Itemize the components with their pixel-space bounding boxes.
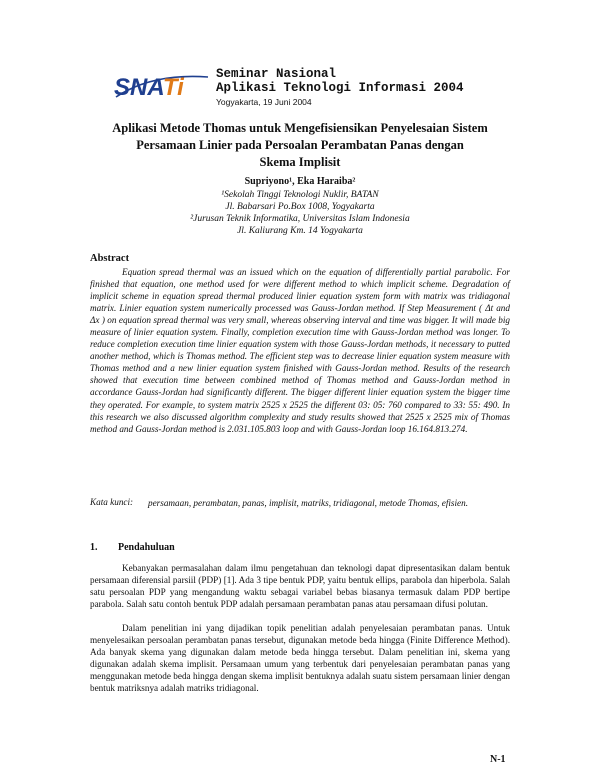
paragraph: Kebanyakan permasalahan dalam ilmu pengetahuan dan teknologi dapat dipresentasikan dalam bentuk persamaan diferensial parsiil (PDP) [1]. Ada 3 tipe bentuk PDP, yaitu bentuk ellips, parabola dan hiperbola. Salah satu persoalan PDP yang mengandung waktu sebagai variabel bebas biasanya termasuk dalam PDP bertipe parabola. Salah satu contoh bentuk PDP adalah persamaan perambatan panas atau persamaan difusi polutan.	[90, 563, 510, 610]
section-title: Pendahuluan	[118, 542, 175, 553]
affiliation-line: Jl. Babarsari Po.Box 1008, Yogyakarta	[225, 202, 375, 212]
paragraph: Dalam penelitian ini yang dijadikan topik penelitian adalah penyelesaian perambatan panas. Untuk menyelesaikan persoalan perambatan panas tersebut, digunakan metode beda hingga (Finite Difference Method). Ada banyak skema yang digunakan dalam metode beda hingga tersebut. Dalam penelitian ini, skema yang digunakan adalah skema implisit. Persamaan umum yang terbentuk dari penyelesaian perambatan panas yang menggunakan metode beda hingga dengan skema implisit bentuknya adalah suatu sistem persamaan linier dengan bentuk matriksnya adalah matriks tridiagonal.	[90, 623, 510, 694]
abstract-heading: Abstract	[90, 253, 130, 264]
affiliation-line: Jl. Kaliurang Km. 14 Yogyakarta	[237, 226, 363, 236]
title-line: Persamaan Linier pada Persoalan Perambatan Panas dengan	[136, 138, 464, 152]
section-heading	[90, 542, 175, 553]
keywords-text: persamaan, perambatan, panas, implisit, matriks, tridiagonal, metode Thomas, efisien.	[148, 498, 469, 508]
abstract-body: Equation spread thermal was an issued which on the equation of differentially partial parabolic. For finished that equation, one method used for were different method to which implicit scheme. Degradation of implicit scheme in equation spread thermal produced linier equation system form with matrix was tridiagonal matrix. Linier equation system numerically processed was Gauss-Jordan method. If Step Measurement ( Δt and Δx ) on equation spread thermal was very small, whereas observing interval and time was bigger. It will made big measure of linier equation system. Finally, completion execution time with Gauss-Jordan method was longer. To reduce completion execution time linier equation system with those Gauss-Jordan methods, it necessary to putted another method, which is Thomas method. The efficient step was to decrease linier equation system measure with Thomas method and a new linier equation system finished with Gauss-Jordan method. Results of the research showed that execution time between combined method of Thomas method and Gauss-Jordan method in accordance Gauss-Jordan had significantly different. The bigger different linier equation system the bigger time they operated. For example, to system matrix 2525 x 2525 the different 03: 05: 760 compared to 33: 55: 490. In this research we also discussed algorithm complexity and study results showed that 2525 x 2525 mix of Thomas method and Gauss-Jordan method is 2.031.105.803 loop and with Gauss-Jordan loop 16.164.813.274.	[90, 267, 510, 434]
title-line: Skema Implisit	[259, 155, 341, 169]
seminar-title-line2: Aplikasi Teknologi Informasi 2004	[216, 81, 464, 95]
section-number: 1.	[90, 542, 98, 553]
page-number: N-1	[490, 754, 506, 765]
seminar-location-date: Yogyakarta, 19 Juni 2004	[216, 97, 312, 107]
snati-logo	[114, 74, 184, 102]
affiliation-line: ¹Sekolah Tinggi Teknologi Nuklir, BATAN	[221, 190, 379, 200]
paper-title	[90, 120, 510, 171]
keywords-label: Kata kunci:	[90, 497, 134, 507]
logo-main: SNA	[114, 74, 163, 101]
logo-accent: Ti	[162, 74, 184, 101]
seminar-title-line1: Seminar Nasional	[216, 67, 337, 81]
title-line: Aplikasi Metode Thomas untuk Mengefisiensikan Penyelesaian Sistem	[112, 121, 488, 135]
authors: Supriyono¹, Eka Haraiba²	[244, 176, 356, 187]
affiliation-line: ²Jurusan Teknik Informatika, Universitas Islam Indonesia	[190, 214, 410, 224]
